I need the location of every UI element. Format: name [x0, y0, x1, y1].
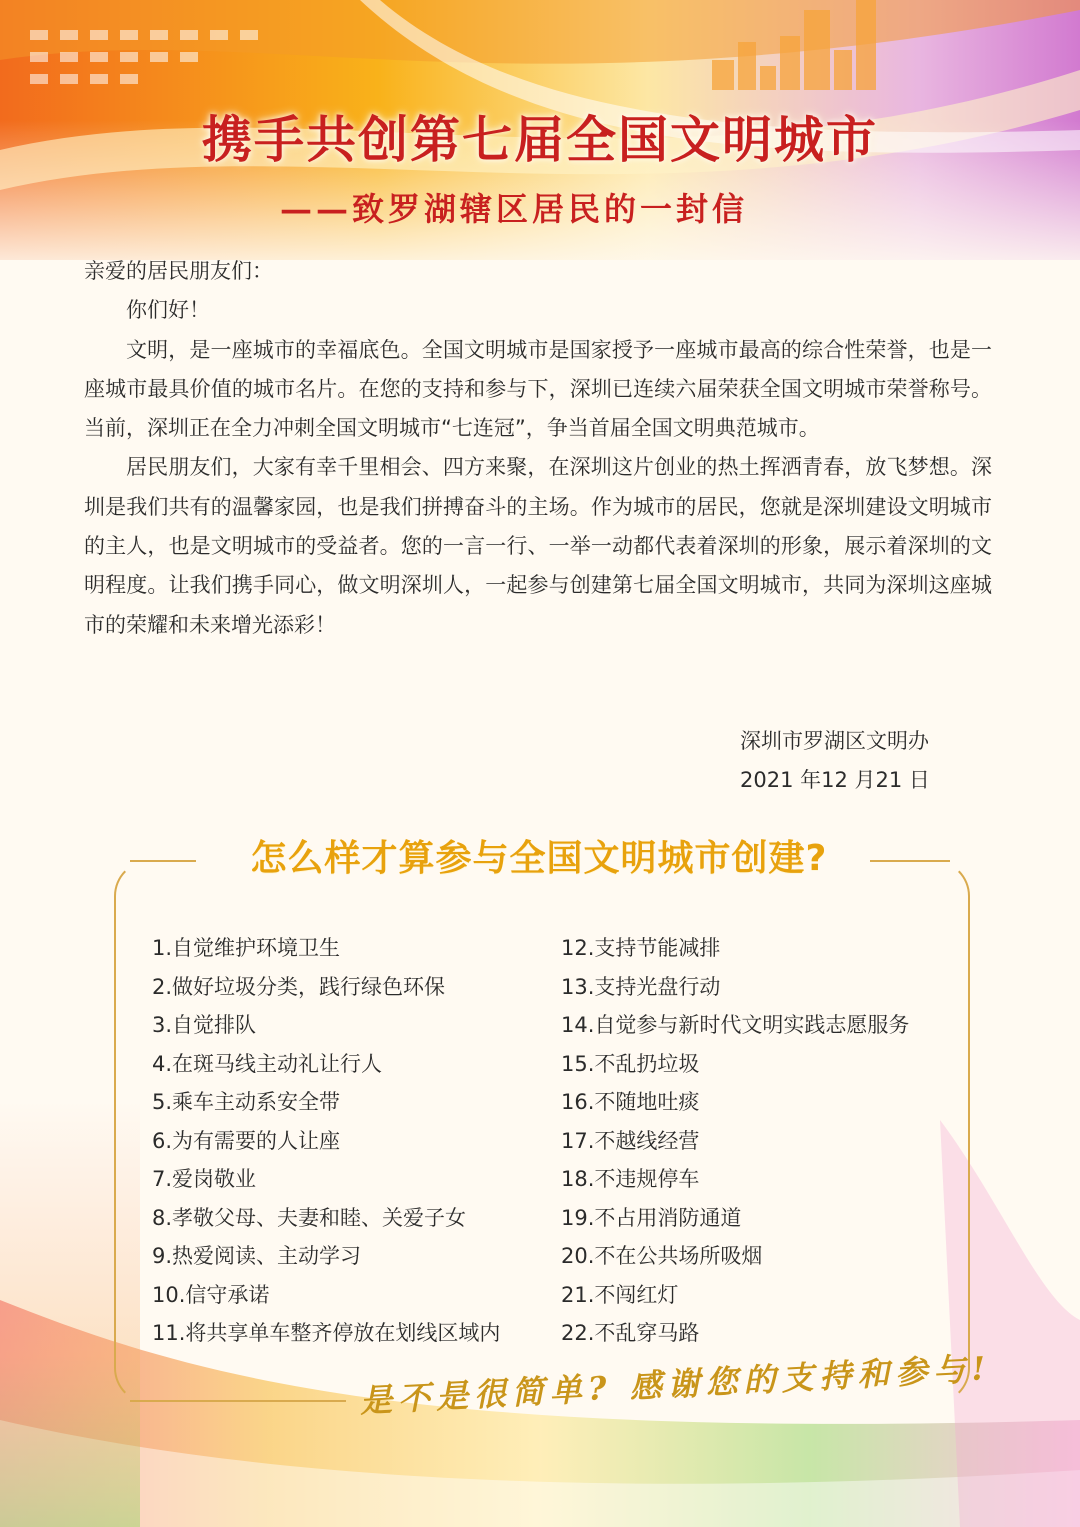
signature-org: 深圳市罗湖区文明办 [740, 729, 929, 753]
frame-line [130, 1400, 346, 1402]
list-item: 13.支持光盘行动 [561, 974, 721, 999]
list-item: 15.不乱扔垃圾 [561, 1051, 700, 1076]
list-item: 20.不在公共场所吸烟 [561, 1244, 763, 1268]
letter-signature [740, 722, 1000, 800]
list-item: 3.自觉排队 [152, 1013, 257, 1037]
list-item: 18.不违规停车 [561, 1167, 700, 1191]
list-item: 11.将共享单车整齐停放在划线区域内 [152, 1321, 501, 1345]
letter-body [84, 252, 992, 645]
list-item: 22.不乱穿马路 [561, 1321, 700, 1345]
list-item: 12.支持节能减排 [561, 936, 721, 960]
list-item: 19.不占用消防通道 [561, 1205, 742, 1230]
list-item: 14.自觉参与新时代文明实践志愿服务 [561, 1013, 910, 1037]
footer-slogan: 是不是很简单? 感谢您的支持和参与! [359, 1348, 993, 1420]
page-subtitle: ——致罗湖辖区居民的一封信 [280, 190, 749, 228]
letter-paragraph-2: 居民朋友们，大家有幸千里相会、四方来聚，在深圳这片创业的热土挥洒青春，放飞梦想。深圳是我们共有的温馨家园，也是我们拼搏奋斗的主场。作为城市的居民，您就是深圳建设文明城市的主人，也是文明城市的受益者。您的一言一行、一举一动都代表着深圳的形象，展示着深圳的文明程度。让我们携手同心，做文明深圳人，一起参与创建第七届全国文明城市，共同为深圳这座城市的荣耀和未来增光添彩！ [84, 455, 992, 637]
list-item: 21.不闯红灯 [561, 1282, 679, 1307]
page-title: 携手共创第七届全国文明城市 [202, 110, 878, 169]
section-title: 怎么样才算参与全国文明城市创建? [250, 838, 828, 879]
list-item: 16.不随地吐痰 [561, 1090, 700, 1114]
list-item: 7.爱岗敬业 [152, 1167, 257, 1191]
list-right [561, 929, 961, 1353]
list-item: 17.不越线经营 [561, 1128, 700, 1153]
frame-line [870, 860, 950, 862]
letter-greeting: 你们好！ [126, 298, 210, 323]
list-item: 8.孝敬父母、夫妻和睦、关爱子女 [152, 1205, 467, 1230]
letter-salutation: 亲爱的居民朋友们： [84, 259, 273, 283]
list-item: 4.在斑马线主动礼让行人 [152, 1051, 383, 1076]
list-item: 6.为有需要的人让座 [152, 1128, 341, 1153]
signature-date: 2021 年12 月21 日 [740, 768, 930, 792]
list-item: 1.自觉维护环境卫生 [152, 936, 341, 960]
list-left [152, 929, 552, 1353]
frame-line [130, 860, 196, 862]
list-item: 9.热爱阅读、主动学习 [152, 1244, 362, 1268]
list-item: 2.做好垃圾分类，践行绿色环保 [152, 974, 446, 999]
list-item: 10.信守承诺 [152, 1282, 270, 1307]
letter-paragraph-1: 文明，是一座城市的幸福底色。全国文明城市是国家授予一座城市最高的综合性荣誉，也是一座城市最具价值的城市名片。在您的支持和参与下，深圳已连续六届荣获全国文明城市荣誉称号。当前，深圳正在全力冲刺全国文明城市“七连冠”，争当首届全国文明典范城市。 [84, 337, 992, 441]
list-item: 5.乘车主动系安全带 [152, 1090, 341, 1114]
